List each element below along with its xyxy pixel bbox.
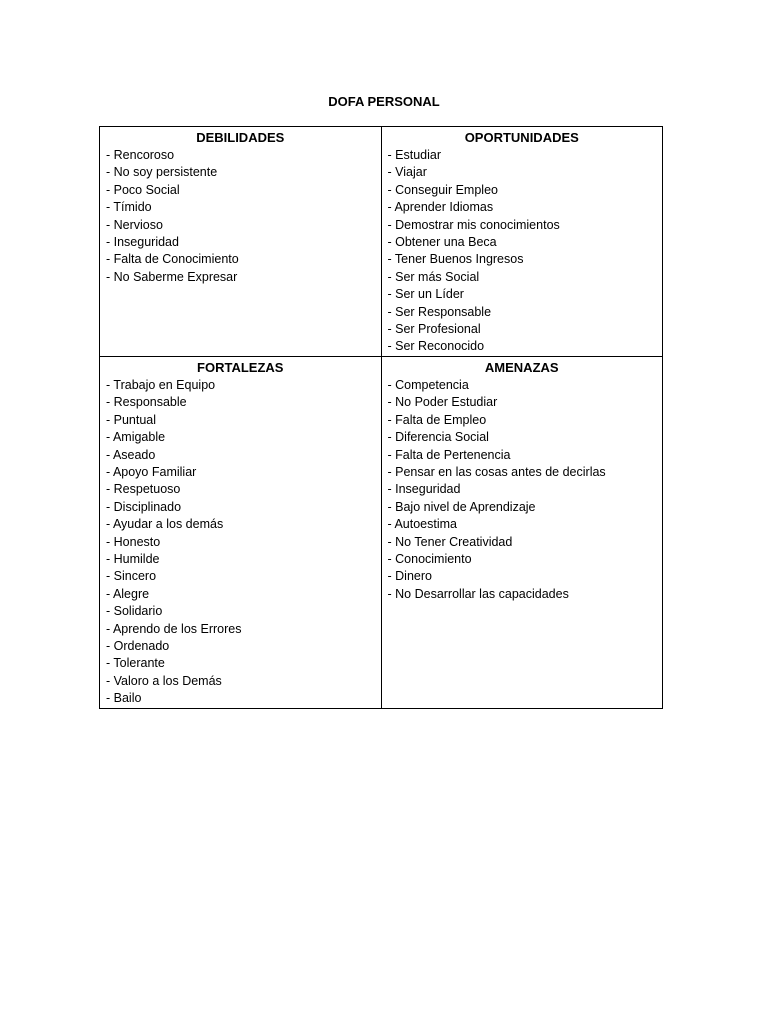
list-item: - Apoyo Familiar xyxy=(106,464,197,479)
debilidades-list xyxy=(106,147,375,286)
list-item: - No Saberme Expresar xyxy=(106,269,238,284)
list-item: - Bailo xyxy=(106,691,142,706)
list-item: - Competencia xyxy=(387,377,469,392)
list-item: - Inseguridad xyxy=(387,482,461,497)
amenazas-header: AMENAZAS xyxy=(484,359,559,375)
oportunidades-list xyxy=(388,147,657,356)
table-row-bottom xyxy=(100,356,663,708)
list-item: - Falta de Conocimiento xyxy=(106,252,239,267)
list-item: - Solidario xyxy=(106,604,163,619)
list-item: - No soy persistente xyxy=(106,165,218,180)
page-title: DOFA PERSONAL xyxy=(328,94,440,109)
list-item: - Ayudar a los demás xyxy=(106,517,224,532)
dofa-table xyxy=(99,126,663,709)
list-item: - Rencoroso xyxy=(106,148,175,162)
list-item: - Demostrar mis conocimientos xyxy=(387,217,560,232)
table-row-top xyxy=(100,127,663,357)
fortalezas-header: FORTALEZAS xyxy=(197,359,284,375)
list-item: - Dinero xyxy=(387,569,432,584)
list-item: - Autoestima xyxy=(387,517,457,532)
cell-amenazas xyxy=(381,356,663,708)
list-item: - Aprender Idiomas xyxy=(387,200,494,215)
list-item: - No Desarrollar las capacidades xyxy=(387,586,569,601)
list-item: - Aprendo de los Errores xyxy=(106,621,242,636)
oportunidades-header: OPORTUNIDADES xyxy=(464,130,579,145)
list-item: - No Poder Estudiar xyxy=(387,395,498,410)
list-item: - Ser Profesional xyxy=(387,322,481,337)
list-item: - Falta de Empleo xyxy=(387,412,487,427)
list-item: - Ser un Líder xyxy=(387,287,464,302)
list-item: - Ser Responsable xyxy=(387,304,492,319)
list-item: - Ser Reconocido xyxy=(387,339,485,354)
list-item: - Respetuoso xyxy=(106,482,181,497)
list-item: - Nervioso xyxy=(106,217,163,232)
list-item: - Humilde xyxy=(106,551,160,566)
list-item: - Conseguir Empleo xyxy=(387,182,498,197)
debilidades-header: DEBILIDADES xyxy=(196,130,285,145)
list-item: - Diferencia Social xyxy=(387,430,489,445)
list-item: - Amigable xyxy=(106,430,166,445)
list-item: - Valoro a los Demás xyxy=(106,673,222,688)
cell-fortalezas xyxy=(100,356,382,708)
cell-oportunidades xyxy=(381,127,663,357)
list-item: - Pensar en las cosas antes de decirlas xyxy=(387,464,606,479)
list-item: - Trabajo en Equipo xyxy=(106,377,216,392)
list-item: - Estudiar xyxy=(387,148,441,162)
list-item: - Inseguridad xyxy=(106,235,179,250)
list-item: - No Tener Creatividad xyxy=(387,534,513,549)
list-item: - Alegre xyxy=(106,586,150,601)
list-item: - Disciplinado xyxy=(106,499,182,514)
list-item: - Obtener una Beca xyxy=(387,235,497,250)
list-item: - Ser más Social xyxy=(387,269,480,284)
list-item: - Falta de Pertenencia xyxy=(387,447,511,462)
list-item: - Poco Social xyxy=(106,182,180,197)
list-item: - Ordenado xyxy=(106,638,170,653)
list-item: - Bajo nivel de Aprendizaje xyxy=(387,499,536,514)
list-item: - Aseado xyxy=(106,447,156,462)
list-item: - Honesto xyxy=(106,534,161,549)
list-item: - Tener Buenos Ingresos xyxy=(387,252,524,267)
amenazas-list xyxy=(388,377,657,603)
list-item: - Sincero xyxy=(106,569,157,584)
fortalezas-list xyxy=(106,377,375,708)
list-item: - Responsable xyxy=(106,395,187,410)
list-item: - Puntual xyxy=(106,412,157,427)
list-item: - Tolerante xyxy=(106,656,165,671)
cell-debilidades xyxy=(100,127,382,357)
list-item: - Viajar xyxy=(387,165,427,180)
list-item: - Conocimiento xyxy=(387,551,472,566)
list-item: - Tímido xyxy=(106,200,152,215)
